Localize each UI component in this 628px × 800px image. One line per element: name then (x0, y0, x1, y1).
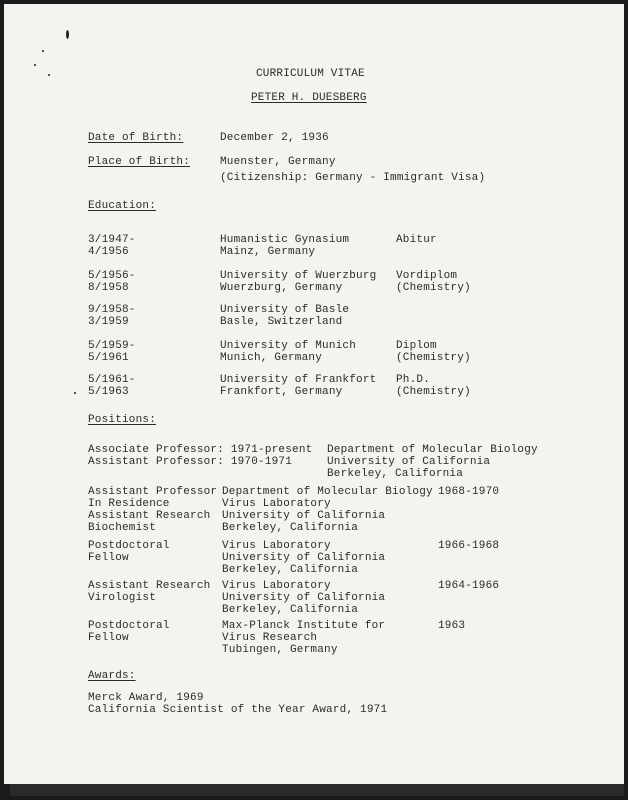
position-place: Berkeley, California (222, 604, 359, 616)
document-title: CURRICULUM VITAE (256, 68, 365, 80)
dob-value: December 2, 1936 (220, 132, 329, 144)
pob-label: Place of Birth: (88, 156, 191, 168)
edu-degree-field: (Chemistry) (396, 282, 471, 294)
position-title: Assistant Research (88, 580, 211, 592)
scan-speck (42, 50, 44, 52)
position-place: Berkeley, California (327, 468, 464, 480)
position-title: Fellow (88, 632, 129, 644)
edu-degree-field: (Chemistry) (396, 352, 471, 364)
edu-degree: Ph.D. (396, 374, 431, 386)
scan-speck (34, 64, 36, 66)
position-title: In Residence (88, 498, 170, 510)
position-place: Department of Molecular Biology (327, 444, 538, 456)
position-place: Virus Laboratory (222, 498, 331, 510)
position-title: Biochemist (88, 522, 157, 534)
edu-degree-field: (Chemistry) (396, 386, 471, 398)
education-heading: Education: (88, 200, 157, 212)
position-place: Berkeley, California (222, 564, 359, 576)
edu-institution: Humanistic Gynasium (220, 234, 350, 246)
edu-degree: Vordiplom (396, 270, 458, 282)
edu-institution: University of Munich (220, 340, 357, 352)
position-place: University of California (327, 456, 491, 468)
edu-date-end: 5/1961 (88, 352, 129, 364)
scan-speck (66, 30, 69, 39)
pob-value: Muenster, Germany (220, 156, 336, 168)
person-name: PETER H. DUESBERG (251, 92, 367, 104)
scan-speck (74, 392, 76, 394)
edu-location: Mainz, Germany (220, 246, 316, 258)
position-place: Max-Planck Institute for (222, 620, 386, 632)
position-place: Virus Laboratory (222, 580, 331, 592)
edu-location: Frankfort, Germany (220, 386, 343, 398)
position-years: 1966-1968 (438, 540, 500, 552)
scan-bottom-strip (10, 784, 624, 796)
position-place: Virus Laboratory (222, 540, 331, 552)
position-place: Tubingen, Germany (222, 644, 338, 656)
position-years: 1963 (438, 620, 466, 632)
edu-institution: University of Wuerzburg (220, 270, 377, 282)
position-place: University of California (222, 552, 386, 564)
edu-date-end: 5/1963 (88, 386, 129, 398)
edu-date-end: 4/1956 (88, 246, 129, 258)
edu-date-start: 5/1961- (88, 374, 136, 386)
position-title: Postdoctoral (88, 620, 170, 632)
award-item: California Scientist of the Year Award, 1971 (88, 704, 388, 716)
position-title: Fellow (88, 552, 129, 564)
position-place: Virus Research (222, 632, 318, 644)
edu-date-end: 8/1958 (88, 282, 129, 294)
awards-heading: Awards: (88, 670, 136, 682)
scan-speck (48, 74, 50, 76)
position-title: Assistant Research (88, 510, 211, 522)
position-place: Berkeley, California (222, 522, 359, 534)
edu-date-start: 5/1956- (88, 270, 136, 282)
edu-date-start: 9/1958- (88, 304, 136, 316)
dob-label: Date of Birth: (88, 132, 184, 144)
edu-location: Basle, Switzerland (220, 316, 343, 328)
edu-date-start: 3/1947- (88, 234, 136, 246)
edu-institution: University of Frankfort (220, 374, 377, 386)
document-page (4, 4, 624, 784)
edu-date-start: 5/1959- (88, 340, 136, 352)
award-item: Merck Award, 1969 (88, 692, 204, 704)
position-place: University of California (222, 592, 386, 604)
position-place: University of California (222, 510, 386, 522)
edu-institution: University of Basle (220, 304, 350, 316)
citizenship: (Citizenship: Germany - Immigrant Visa) (220, 172, 486, 184)
position-years: 1964-1966 (438, 580, 500, 592)
edu-location: Munich, Germany (220, 352, 323, 364)
edu-degree: Diplom (396, 340, 437, 352)
edu-date-end: 3/1959 (88, 316, 129, 328)
position-title: Postdoctoral (88, 540, 170, 552)
position-place: Department of Molecular Biology (222, 486, 433, 498)
position-title: Assistant Professor (88, 486, 218, 498)
edu-location: Wuerzburg, Germany (220, 282, 343, 294)
position-title: Associate Professor: 1971-present (88, 444, 313, 456)
position-years: 1968-1970 (438, 486, 500, 498)
position-title: Virologist (88, 592, 157, 604)
position-title: Assistant Professor: 1970-1971 (88, 456, 293, 468)
edu-degree: Abitur (396, 234, 437, 246)
positions-heading: Positions: (88, 414, 157, 426)
